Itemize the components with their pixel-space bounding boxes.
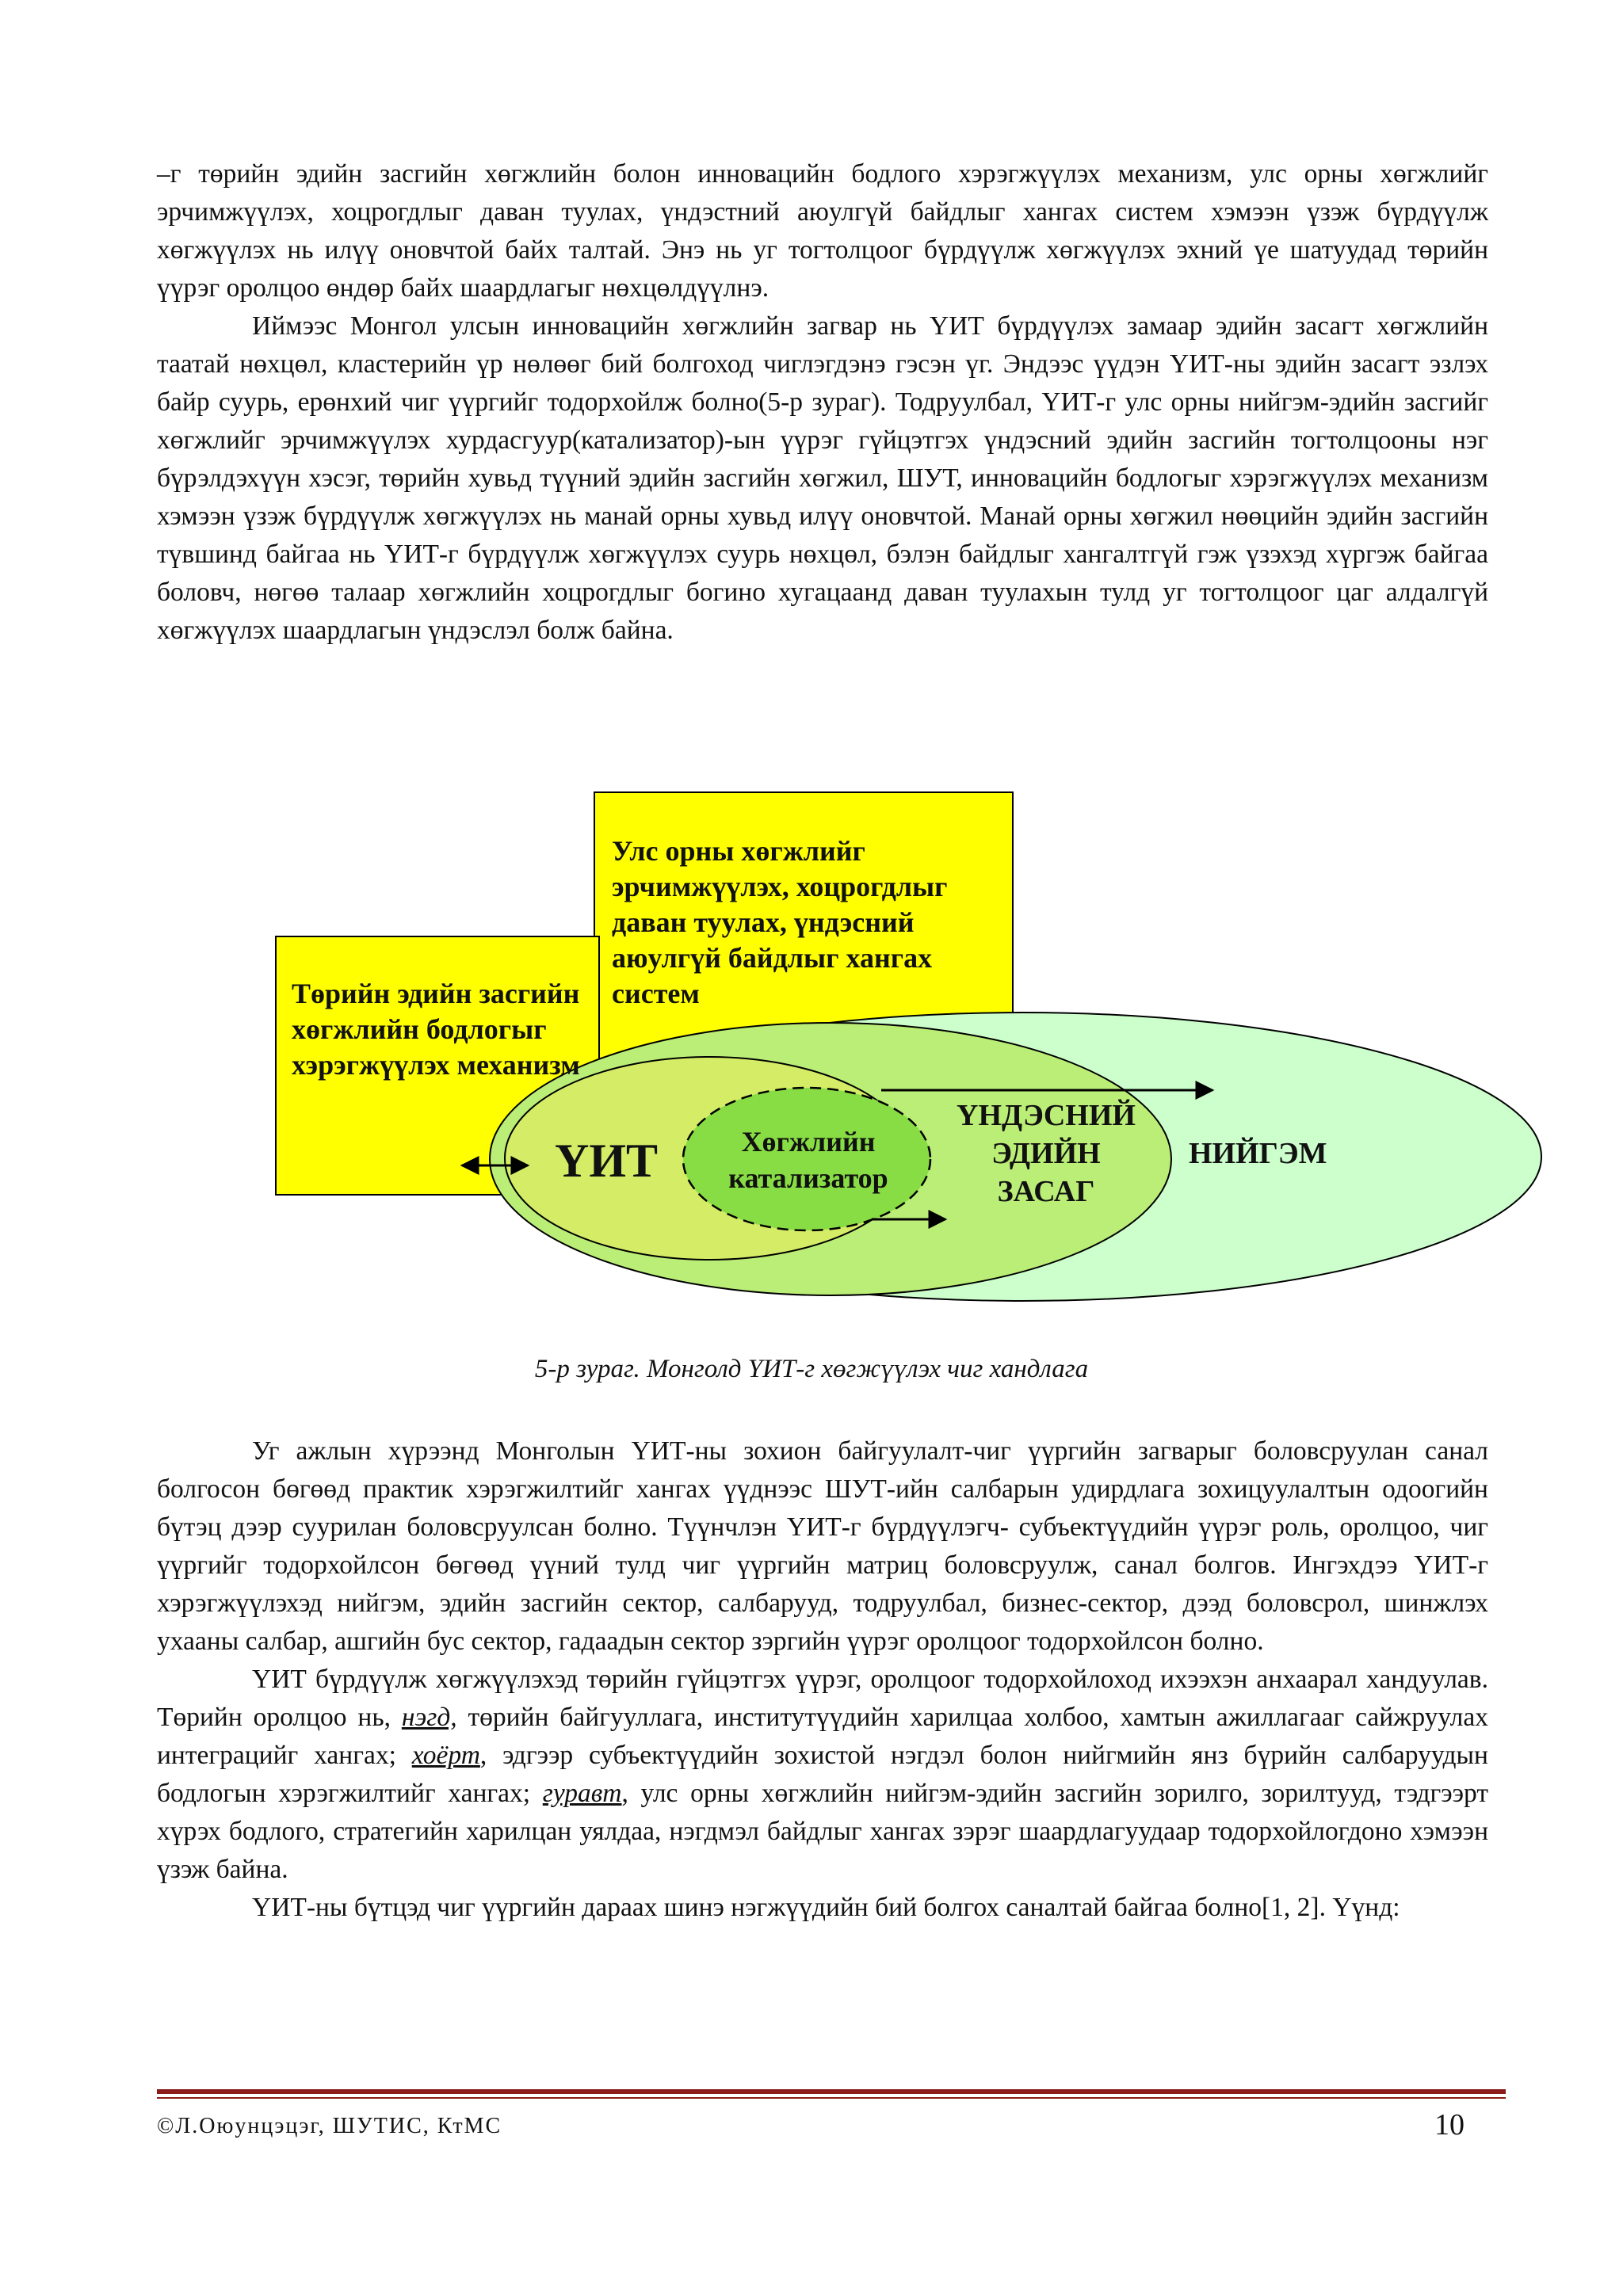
p4-part-a: ҮИТ бүрдүүлж хөгжүүлэхэд төрийн гүйцэтгэх үүрэг, оролцоог тодорхойлоход ихээхэн анхаарал хандуулав. Төрийн оролцоо нь, <box>157 1665 1488 1732</box>
page-number: 10 <box>1434 2108 1465 2142</box>
p4-underline-2: хоёрт <box>411 1741 480 1770</box>
p4-underline-3: гуравт <box>542 1779 622 1808</box>
paragraph-5: ҮИТ-ны бүтцэд чиг үүргийн дараах шинэ нэгжүүдийн бий болгох саналтай байгаа болно[1, 2]. Үүнд: <box>252 1893 1400 1922</box>
paragraph-3: Уг ажлын хүрээнд Монголын ҮИТ-ны зохион байгуулалт-чиг үүргийн загварыг боловсруулан санал болгосон бөгөөд практик хэрэгжилтийг хангах үүднээс ШУТ-ийн салбарын удирдлага зохицуулалтын одоогийн бүтэц дээр суурилан боловсруулсан болно. Түүнчлэн ҮИТ-г бүрдүүлэгч- субъектүүдийн үүрэг роль, оролцоо, чиг үүргийг тодорхойлсон бөгөөд үүний тулд чиг үүргийн матриц боловсруулж, санал болгов. Ингэхдээ ҮИТ-г хэрэгжүүлэхэд нийгэм, эдийн засгийн сектор, салбарууд, тодруулбал, бизнес-сектор, дээд боловсрол, шинжлэх ухааны салбар, ашгийн бус сектор, гадаадын сектор зэргийн үүрэг оролцоог тодорхойлсон болно. <box>157 1436 1488 1656</box>
paragraph-4 <box>157 1661 1488 1889</box>
footer-author: ©Л.Оюунцэцэг, ШУТИС, КтМС <box>157 2114 502 2138</box>
p4-part-b: төрийн байгууллага, институтүүдийн харилцаа холбоо, хамтын ажиллагааг сайжруулах интеграцийг хангах; <box>157 1703 1488 1770</box>
national-economy-label: ҮНДЭСНИЙ ЭДИЙН ЗАСАГ <box>957 1099 1136 1208</box>
box-left-label: Төрийн эдийн засгийн хөгжлийн бодлогыг хэрэгжүүлэх механизм <box>292 978 580 1081</box>
box-top-label: Улс орны хөгжлийг эрчимжүүлэх, хоцрогдлыг даван туулах, үндэсний аюулгүй байдлыг хангах систем <box>612 835 948 1009</box>
footer-rule-thick <box>157 2089 1506 2094</box>
p4-part-c: , эдгээр субъектүүдийн зохистой нэгдэл болон нийгмийн янз бүрийн салбаруудын бодлогын хэрэгжилтийг хангах; <box>157 1741 1488 1808</box>
paragraph-1: –г төрийн эдийн засгийн хөгжлийн болон инновацийн бодлого хэрэгжүүлэх механизм, улс орны хөгжлийг эрчимжүүлэх, хоцрогдлыг даван туулах, үндэстний аюулгүй байдлыг хангах систем хэмээн үзэж бүрдүүлж хөгжүүлэх нь илүү оновчтой байх талтай. Энэ нь уг тогтолцоог бүрдүүлж хөгжүүлэх эхний үе шатуудад төрийн үүрэг оролцоо өндөр байх шаардлагыг нөхцөлдүүлнэ. <box>157 159 1488 303</box>
body-text-bottom <box>157 1432 1488 1927</box>
p4-underline-1: нэгд, <box>401 1703 457 1732</box>
uit-label: ҮИТ <box>555 1135 659 1187</box>
p4-part-d: , улс орны хөгжлийн нийгэм-эдийн засгийн зорилго, зорилтууд, тэдгээрт хүрэх бодлого, стратегийн харилцан уялдаа, нэгдмэл байдлыг хангах зэрэг шаардлагуудаар тодорхойлогдоно хэмээн үзэж байна. <box>157 1779 1488 1884</box>
society-label: НИЙГЭМ <box>1189 1137 1327 1170</box>
catalyst-label: Хөгжлийн катализатор <box>728 1126 888 1194</box>
paragraph-2: Иймээс Монгол улсын инновацийн хөгжлийн загвар нь ҮИТ бүрдүүлэх замаар эдийн засагт хөгжлийн таатай нөхцөл, кластерийн үр нөлөөг бий болгоход чиглэгдэнэ гэсэн үг. Эндээс үүдэн ҮИТ-ны эдийн засагт эзлэх байр суурь, ерөнхий чиг үүргийг тодорхойлж болно(5-р зураг). Тодруулбал, ҮИТ-г улс орны нийгэм-эдийн засгийг хөгжлийг эрчимжүүлэх хурдасгуур(катализатор)-ын үүрэг гүйцэтгэх үндэсний эдийн засгийн тогтолцооны нэг бүрэлдэхүүн хэсэг, төрийн хувьд түүний эдийн засгийн хөгжил, ШУТ, инновацийн бодлогыг хэрэгжүүлэх механизм хэмээн үзэж бүрдүүлж хөгжүүлэх нь манай орны хувьд илүү оновчтой. Манай орны хөгжил нөөцийн эдийн засгийн түвшинд байгаа нь ҮИТ-г бүрдүүлж хөгжүүлэх суурь нөхцөл, бэлэн байдлыг хангалтгүй гэж үзэхэд хүргэж байгаа боловч, нөгөө талаар хөгжлийн хоцрогдлыг богино хугацаанд даван туулахын тулд уг тогтолцоог цаг алдалгүй хөгжүүлэх шаардлагын үндэслэл болж байна. <box>157 311 1488 645</box>
footer-rule-thin <box>157 2097 1506 2099</box>
figure-caption: 5-р зураг. Монголд ҮИТ-г хөгжүүлэх чиг хандлага <box>534 1355 1089 1383</box>
